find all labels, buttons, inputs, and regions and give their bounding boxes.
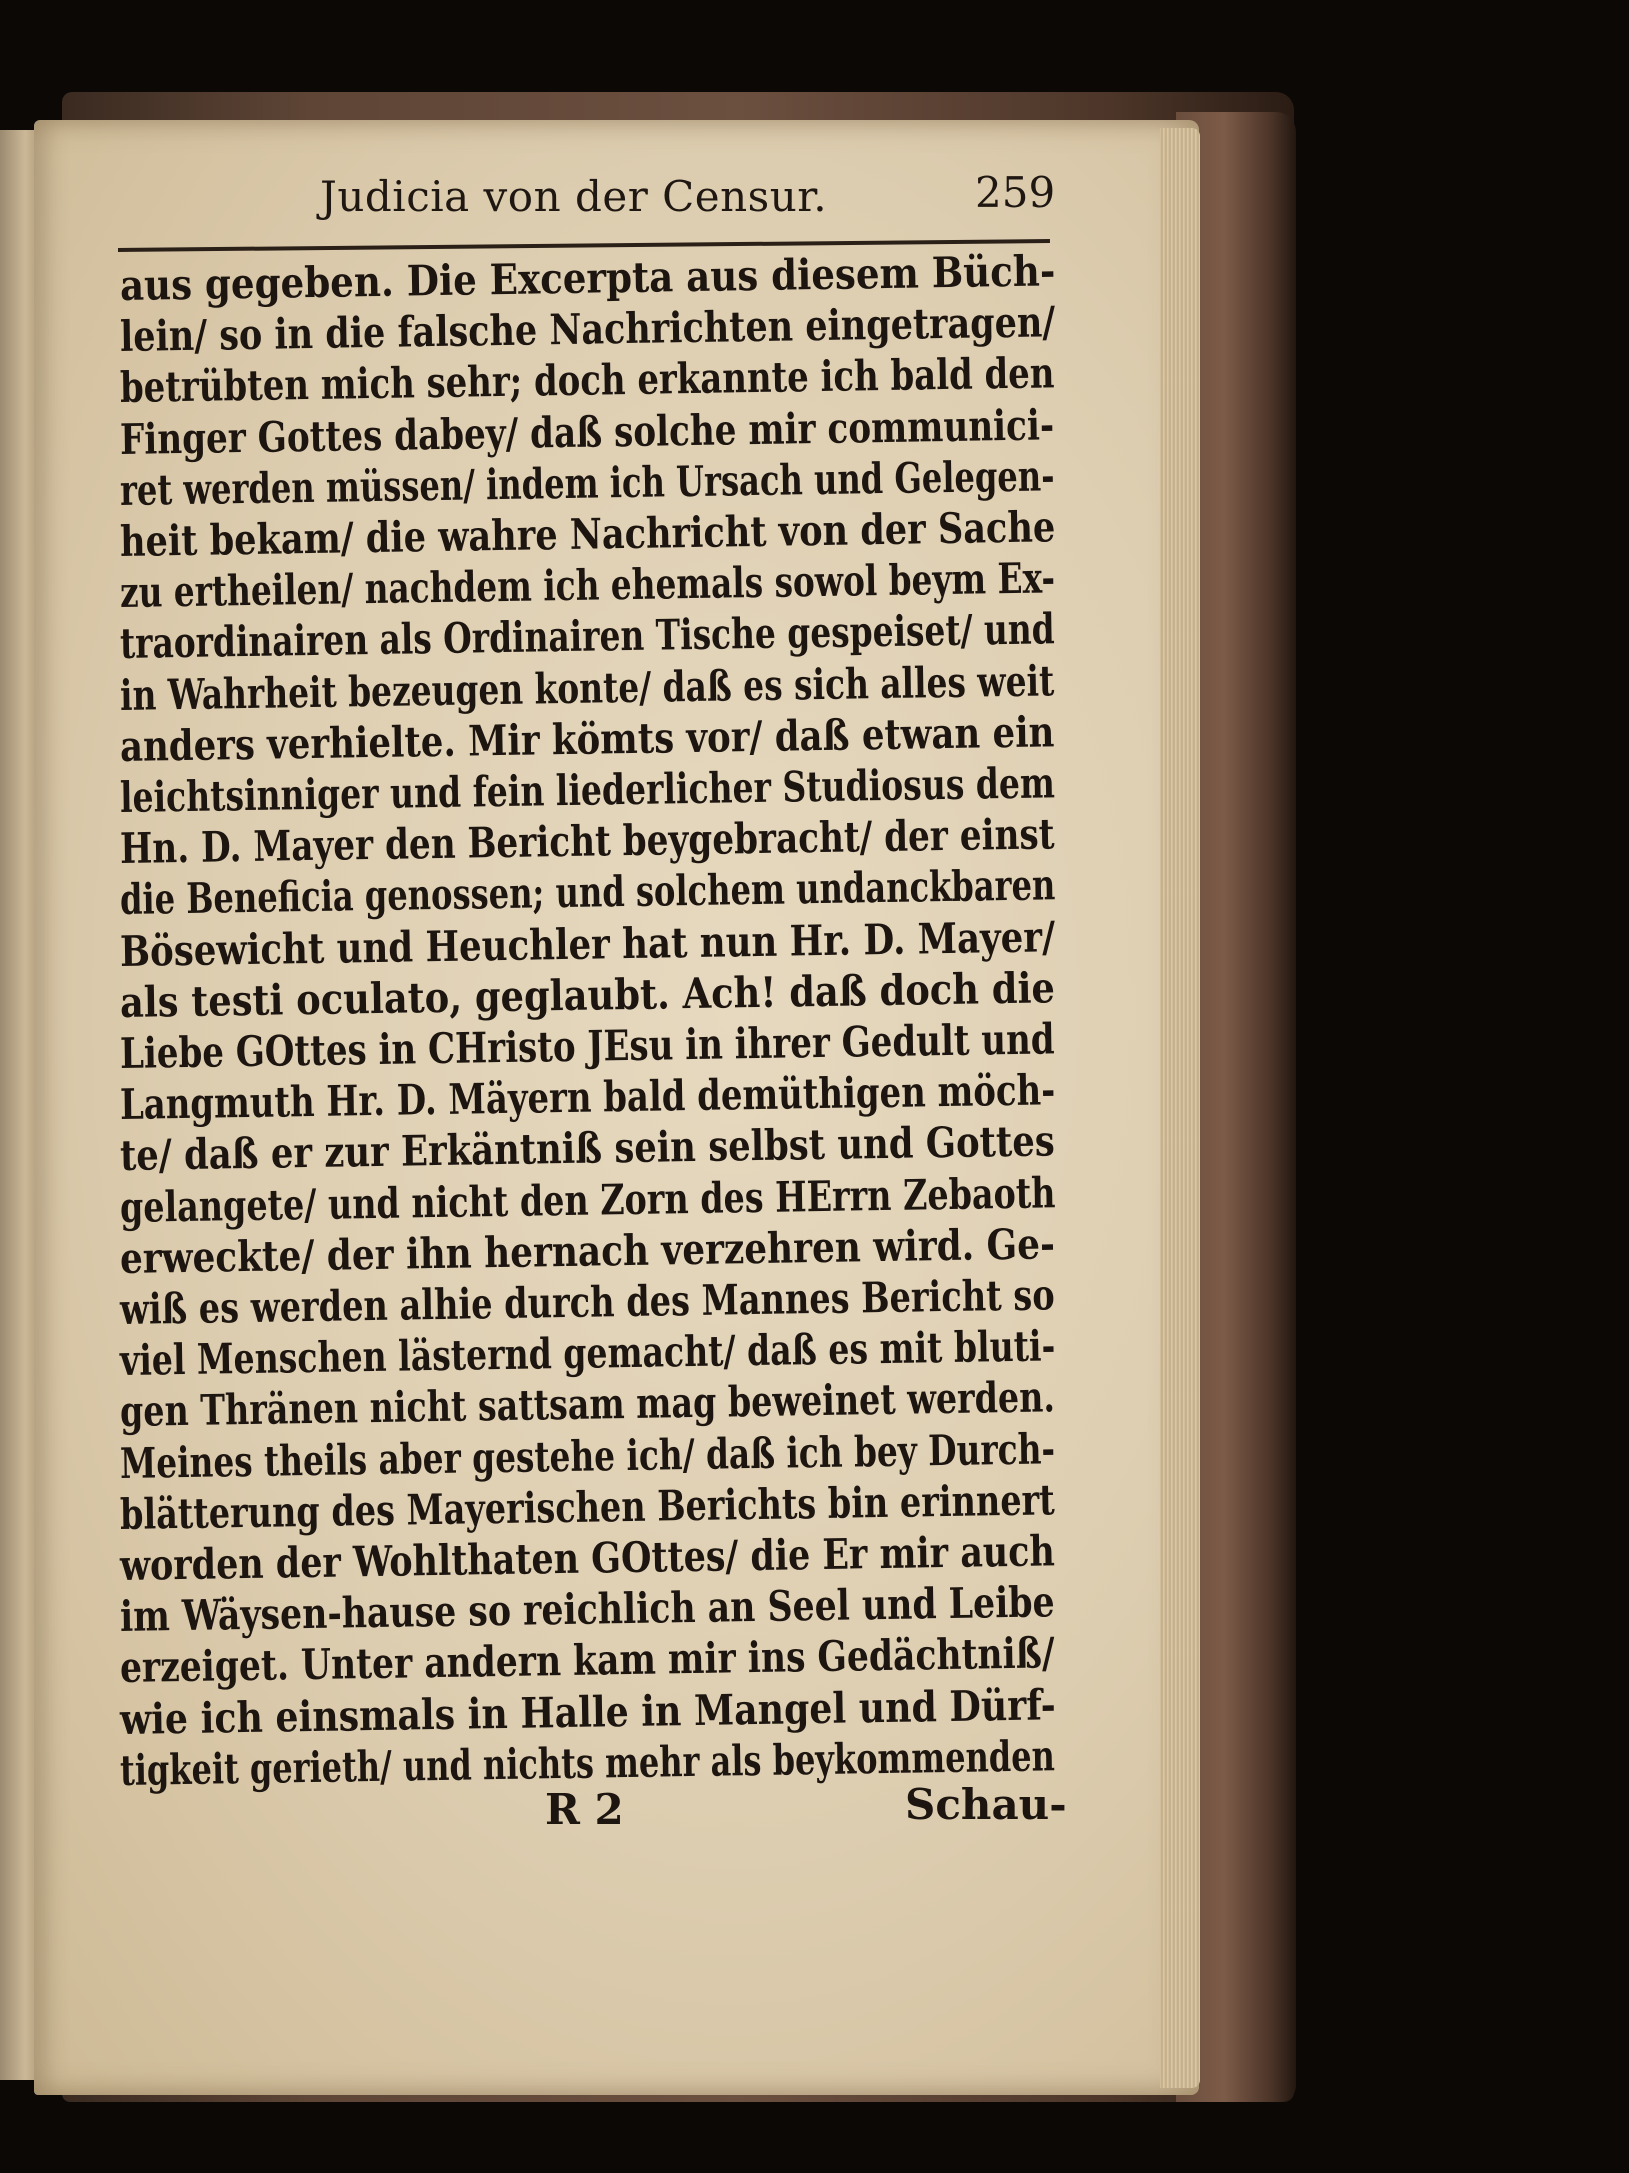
signature-mark: R 2 bbox=[545, 1785, 624, 1834]
text-line: erzeiget. Unter andern kam mir ins Gedächtniß/ bbox=[119, 1628, 1055, 1693]
text-line: zu ertheilen/ nachdem ich ehemals sowol beym Ex- bbox=[119, 553, 1056, 618]
text-line: wiß es werden alhie durch des Mannes Bericht so bbox=[119, 1270, 1055, 1334]
text-line: te/ daß er zur Erkäntniß sein selbst und Gottes bbox=[119, 1116, 1056, 1181]
text-line: blätterung des Mayerischen Berichts bin erinnert bbox=[119, 1475, 1056, 1539]
text-line: Liebe GOttes in CHristo JEsu in ihrer Gedult und bbox=[119, 1014, 1055, 1078]
catchword: Schau- bbox=[905, 1780, 1067, 1829]
text-line: Finger Gottes dabey/ daß solche mir communici- bbox=[119, 399, 1055, 464]
text-line: traordinairen als Ordinairen Tische gespeiset/ und bbox=[119, 604, 1056, 669]
text-line: als testi oculato, geglaubt. Ach! daß doch die bbox=[119, 963, 1056, 1027]
running-header: Judicia von der Censur. bbox=[320, 172, 828, 221]
text-line: Langmuth Hr. D. Mäyern bald demüthigen möch- bbox=[119, 1065, 1056, 1130]
text-line: betrübten mich sehr; doch erkannte ich bald den bbox=[119, 348, 1055, 413]
text-line: heit bekam/ die wahre Nachricht von der Sache bbox=[119, 502, 1056, 566]
text-line: im Wäysen-hause so reichlich an Seel und Leibe bbox=[119, 1577, 1056, 1642]
text-line: anders verhielte. Mir kömts vor/ daß etwan ein bbox=[119, 707, 1055, 771]
text-line: wie ich einsmals in Halle in Mangel und Dürf- bbox=[119, 1679, 1057, 1744]
text-line: tigkeit gerieth/ und nichts mehr als beykommenden bbox=[119, 1731, 1056, 1795]
text-line: viel Menschen lästernd gemacht/ daß es mit bluti- bbox=[119, 1321, 1056, 1386]
text-line: lein/ so in die falsche Nachrichten eingetragen/ bbox=[119, 297, 1056, 362]
text-line: Bösewicht und Heuchler hat nun Hr. D. Mayer/ bbox=[119, 911, 1056, 976]
text-line: gelangete/ und nicht den Zorn des HErrn Zebaoth bbox=[119, 1167, 1056, 1232]
text-line: worden der Wohlthaten GOttes/ die Er mir auch bbox=[119, 1526, 1056, 1590]
text-line: leichtsinniger und fein liederlicher Studiosus dem bbox=[119, 758, 1056, 822]
text-line: Hn. D. Mayer den Bericht beygebracht/ der einst bbox=[119, 809, 1055, 874]
text-line: die Beneficia genossen; und solchem undanckbaren bbox=[119, 860, 1056, 925]
text-line: erweckte/ der ihn hernach verzehren wird. Ge- bbox=[119, 1219, 1056, 1283]
text-line: ret werden müssen/ indem ich Ursach und Gelegen- bbox=[119, 451, 1055, 515]
text-line: Meines theils aber gestehe ich/ daß ich bey Durch- bbox=[119, 1423, 1056, 1488]
text-line: in Wahrheit bezeugen konte/ daß es sich alles weit bbox=[119, 655, 1055, 720]
text-line: aus gegeben. Die Excerpta aus diesem Büch- bbox=[119, 246, 1056, 310]
page-number: 259 bbox=[975, 168, 1056, 217]
text-line: gen Thränen nicht sattsam mag beweinet werden. bbox=[119, 1372, 1056, 1437]
